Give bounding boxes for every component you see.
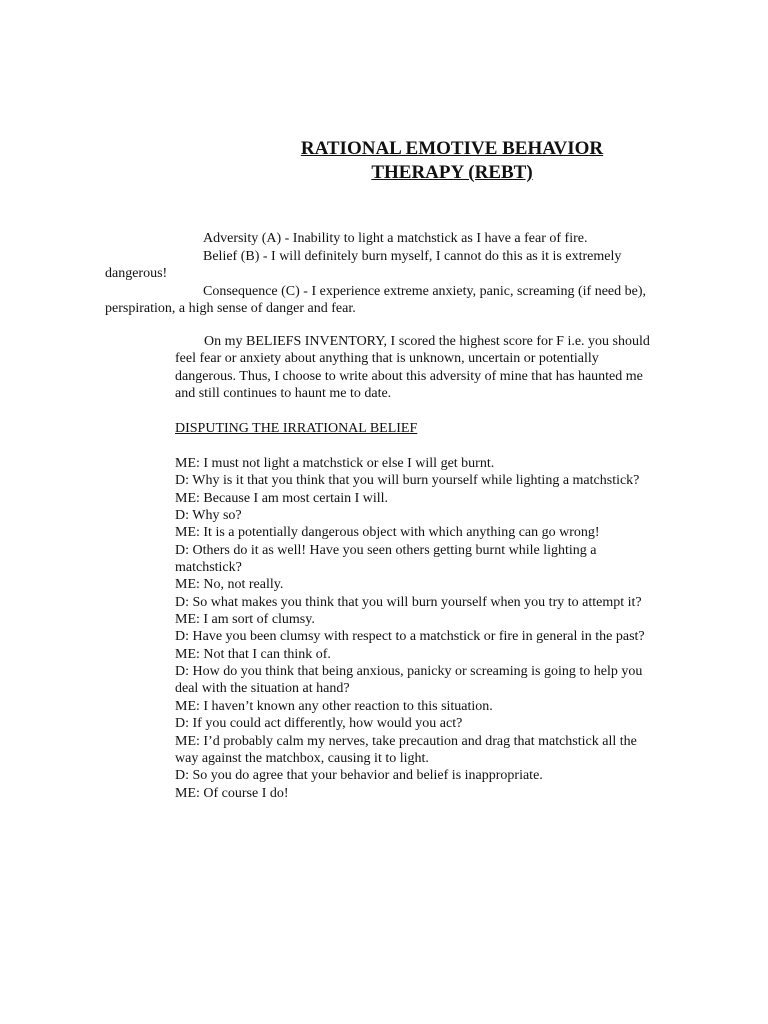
belief-line: Belief (B) - I will definitely burn myself, I cannot do this as it is extremely dangerous! [105, 248, 622, 281]
dialogue-line: ME: I’d probably calm my nerves, take precaution and drag that matchstick all the way against the matchbox, causing it to light. [175, 733, 637, 766]
dialogue-line: D: So you do agree that your behavior and belief is inappropriate. [175, 768, 543, 784]
document-title-line-1: RATIONAL EMOTIVE BEHAVIOR [300, 138, 604, 159]
dialogue-line: ME: I haven’t known any other reaction to this situation. [175, 698, 493, 714]
dialogue-block [175, 455, 651, 802]
consequence-line: Consequence (C) - I experience extreme anxiety, panic, screaming (if need be), perspiration, a high sense of danger and fear. [105, 283, 646, 316]
dialogue-line: ME: It is a potentially dangerous object with which anything can go wrong! [175, 525, 600, 541]
dialogue-line: D: Why so? [175, 508, 242, 524]
dialogue-line: D: How do you think that being anxious, panicky or screaming is going to help you deal with the situation at hand? [175, 664, 643, 697]
dialogue-line: ME: Of course I do! [175, 785, 289, 801]
abc-block [105, 230, 665, 318]
document-title-line-2: THERAPY (REBT) [371, 162, 533, 183]
dialogue-line: ME: Because I am most certain I will. [175, 490, 389, 506]
dialogue-line: D: If you could act differently, how would you act? [175, 716, 463, 732]
dialogue-line: ME: I must not light a matchstick or else I will get burnt. [175, 456, 495, 471]
adversity-line: Adversity (A) - Inability to light a matchstick as I have a fear of fire. [203, 231, 588, 246]
inventory-paragraph-block [175, 333, 651, 403]
dialogue-line: ME: Not that I can think of. [175, 646, 331, 662]
section-heading: DISPUTING THE IRRATIONAL BELIEF [175, 421, 418, 436]
inventory-paragraph: On my BELIEFS INVENTORY, I scored the highest score for F i.e. you should feel fear or anxiety about anything that is unknown, uncertain or potentially dangerous. Thus, I choose to write about this adversity of mine that has haunted me and still continues to haunt me to date. [175, 334, 650, 402]
dialogue-line: D: Others do it as well! Have you seen others getting burnt while lighting a matchstick? [175, 542, 597, 576]
dialogue-line: ME: No, not really. [175, 577, 284, 593]
dialogue-line: D: So what makes you think that you will burn yourself when you try to attempt it? [175, 594, 642, 610]
dialogue-line: D: Why is it that you think that you will burn yourself while lighting a matchstick? [175, 473, 640, 489]
dialogue-line: D: Have you been clumsy with respect to a matchstick or fire in general in the past? [175, 629, 645, 645]
dialogue-line: ME: I am sort of clumsy. [175, 612, 315, 628]
